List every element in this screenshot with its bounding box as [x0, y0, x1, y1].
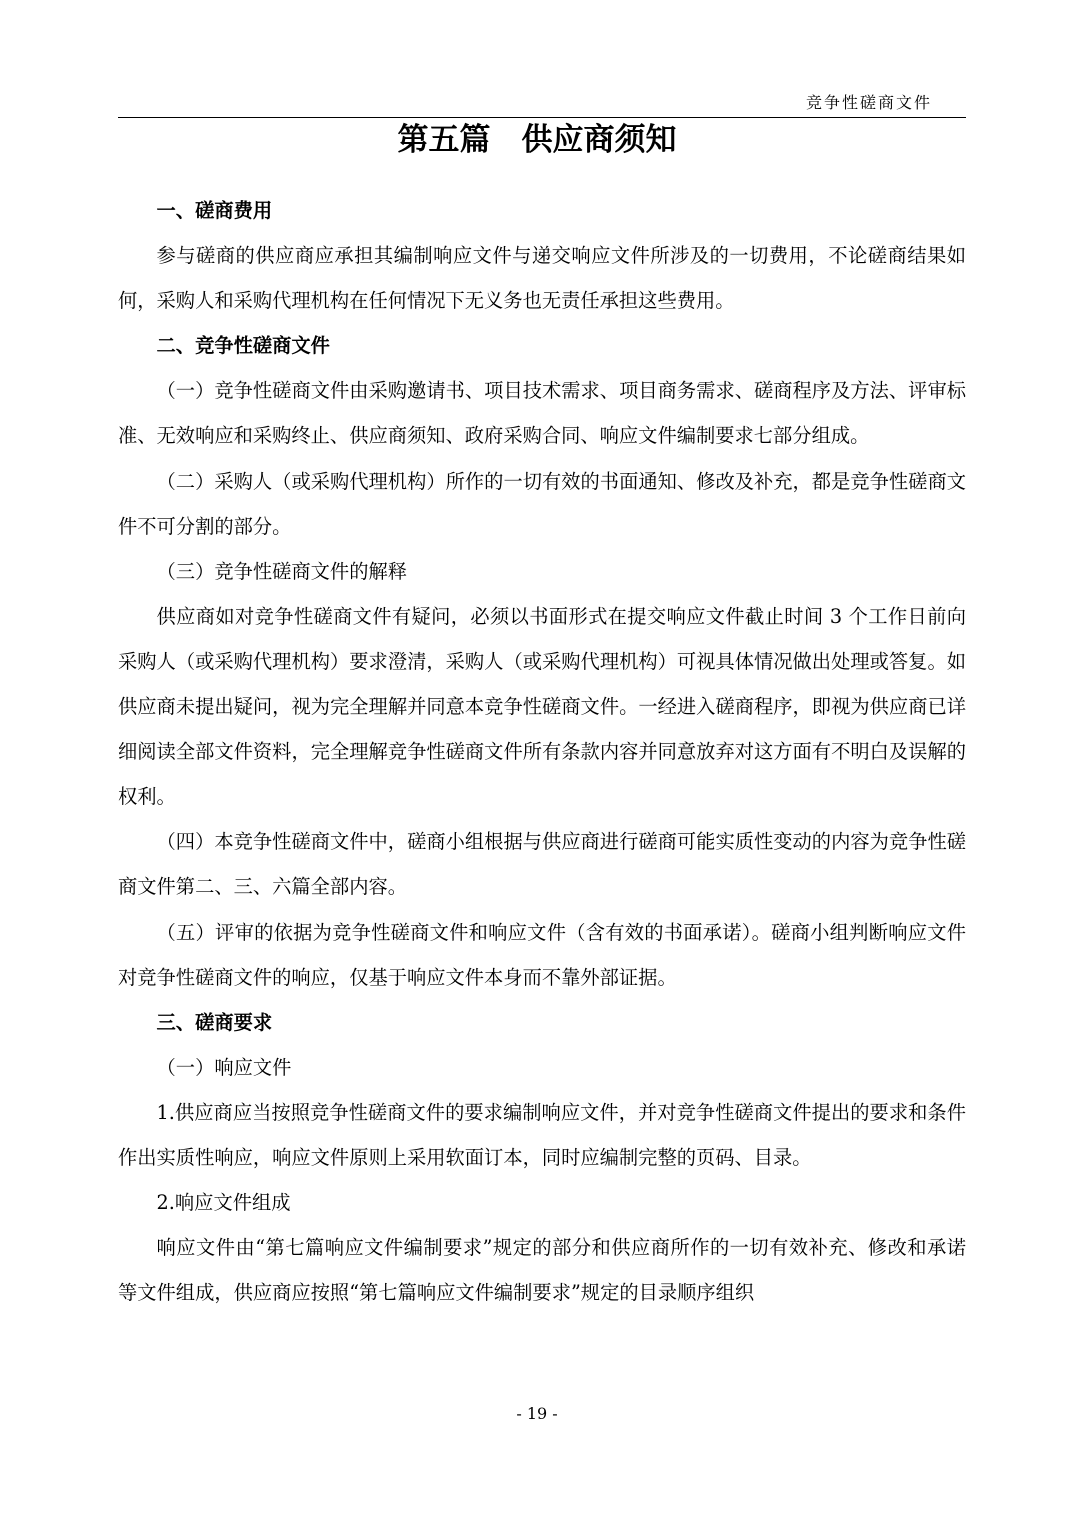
paragraph: 响应文件由“第七篇响应文件编制要求”规定的部分和供应商所作的一切有效补充、修改和承诺等文件组成，供应商应按照“第七篇响应文件编制要求”规定的目录顺序组织 — [118, 1236, 966, 1305]
header-doc-name: 竞争性磋商文件 — [805, 93, 932, 112]
section-heading: 二、竞争性磋商文件 — [156, 334, 330, 358]
paragraph: 参与磋商的供应商应承担其编制响应文件与递交响应文件所涉及的一切费用，不论磋商结果如何，采购人和采购代理机构在任何情况下无义务也无责任承担这些费用。 — [118, 244, 966, 313]
paragraph: （一）竞争性磋商文件由采购邀请书、项目技术需求、项目商务需求、磋商程序及方法、评审标准、无效响应和采购终止、供应商须知、政府采购合同、响应文件编制要求七部分组成。 — [118, 379, 966, 448]
paragraph: （一）响应文件 — [156, 1055, 292, 1079]
page-number: - 19 - — [516, 1404, 558, 1423]
paragraph: 供应商如对竞争性磋商文件有疑问，必须以书面形式在提交响应文件截止时间 3 个工作日前向采购人（或采购代理机构）要求澄清，采购人（或采购代理机构）可视具体情况做出处理或答复。如供应商未提出疑问，视为完全理解并同意本竞争性磋商文件。一经进入磋商程序，即视为供应商已详细阅读全部文件资料，完全理解竞争性磋商文件所有条款内容并同意放弃对这方面有不明白及误解的权利。 — [118, 604, 966, 809]
document-body — [118, 188, 966, 1315]
paragraph: （三）竞争性磋商文件的解释 — [156, 559, 407, 583]
section-heading: 一、磋商费用 — [156, 199, 273, 222]
paragraph: 2.响应文件组成 — [156, 1191, 291, 1215]
paragraph: （四）本竞争性磋商文件中，磋商小组根据与供应商进行磋商可能实质性变动的内容为竞争性磋商文件第二、三、六篇全部内容。 — [118, 830, 966, 899]
page-title: 第五篇 供应商须知 — [397, 122, 677, 158]
section-heading: 三、磋商要求 — [156, 1010, 273, 1034]
paragraph: 1.供应商应当按照竞争性磋商文件的要求编制响应文件，并对竞争性磋商文件提出的要求和条件作出实质性响应，响应文件原则上采用软面订本，同时应编制完整的页码、目录。 — [118, 1100, 966, 1169]
paragraph: （二）采购人（或采购代理机构）所作的一切有效的书面通知、修改及补充，都是竞争性磋商文件不可分割的部分。 — [118, 469, 966, 538]
paragraph: （五）评审的依据为竞争性磋商文件和响应文件（含有效的书面承诺）。磋商小组判断响应文件对竞争性磋商文件的响应，仅基于响应文件本身而不靠外部证据。 — [118, 920, 966, 989]
page-header — [118, 88, 966, 118]
